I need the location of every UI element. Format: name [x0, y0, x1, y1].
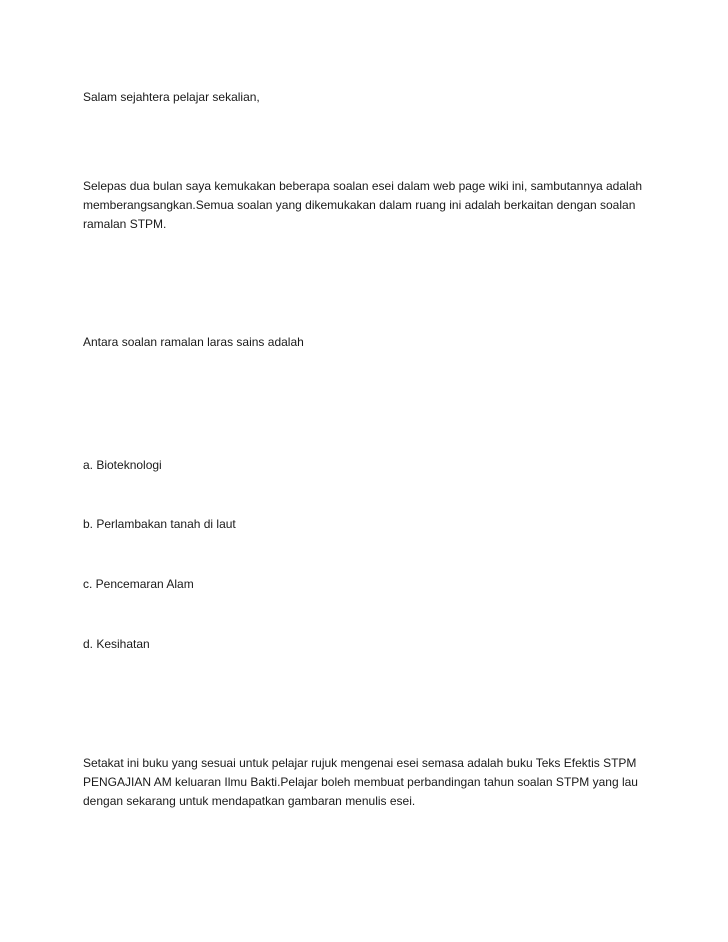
closing-line-2: PENGAJIAN AM keluaran Ilmu Bakti.Pelajar boleh membuat perbandingan tahun soalan STPM yang lau — [83, 775, 638, 789]
intro-line-2: memberangsangkan.Semua soalan yang dikemukakan dalam ruang ini adalah berkaitan dengan soalan — [83, 198, 636, 212]
intro-line-3: ramalan STPM. — [83, 217, 167, 231]
topic-item-a — [83, 456, 648, 475]
topic-item-b — [83, 515, 648, 534]
intro-line-1: Selepas dua bulan saya kemukakan beberapa soalan esei dalam web page wiki ini, sambutannya adalah — [83, 179, 643, 193]
topic-item-label: a. Bioteknologi — [83, 458, 162, 472]
topic-item-c — [83, 575, 648, 594]
topic-item-d — [83, 635, 648, 654]
intro-paragraph — [83, 177, 648, 234]
topic-item-label: c. Pencemaran Alam — [83, 577, 194, 591]
topics-heading-line: Antara soalan ramalan laras sains adalah — [83, 335, 304, 349]
topic-item-label: b. Perlambakan tanah di laut — [83, 517, 236, 531]
topic-item-label: d. Kesihatan — [83, 637, 150, 651]
greeting-text — [83, 88, 648, 107]
greeting-line: Salam sejahtera pelajar sekalian, — [83, 90, 260, 104]
closing-line-1: Setakat ini buku yang sesuai untuk pelajar rujuk mengenai esei semasa adalah buku Teks Efektis STPM — [83, 756, 637, 770]
topics-heading — [83, 333, 648, 352]
closing-paragraph — [83, 754, 648, 811]
closing-line-3: dengan sekarang untuk mendapatkan gambaran menulis esei. — [83, 794, 416, 808]
